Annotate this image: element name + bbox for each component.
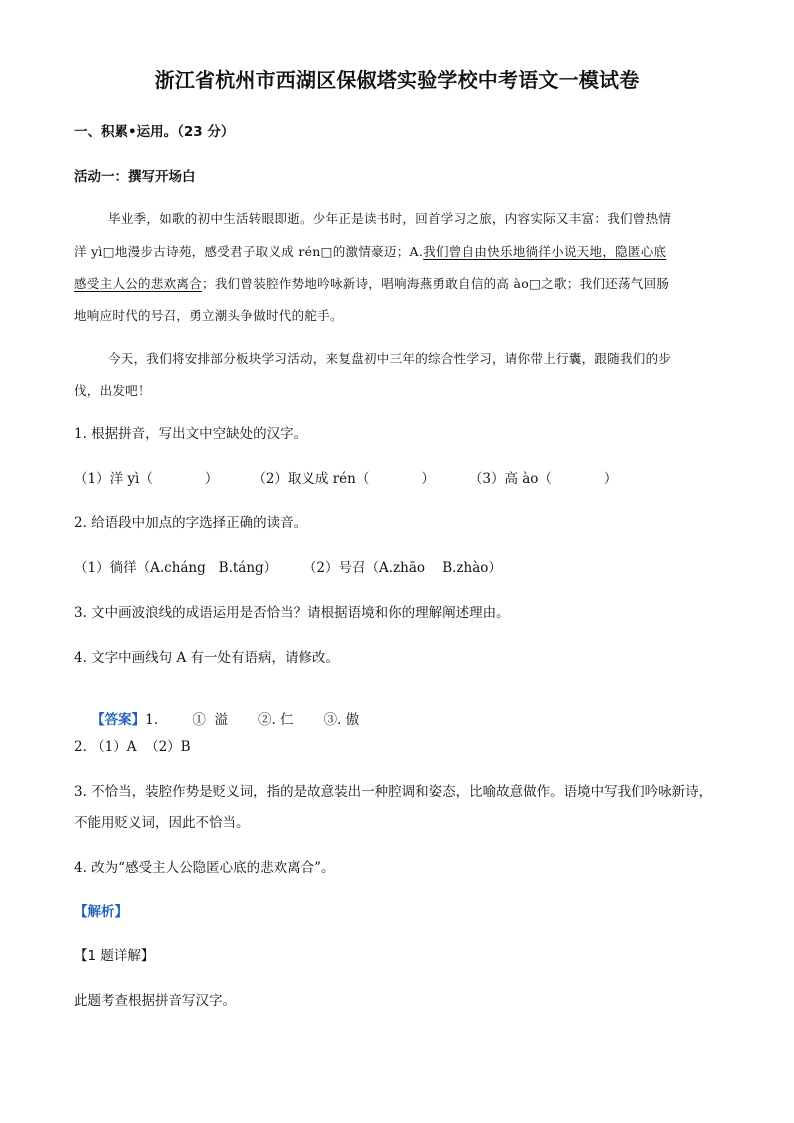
section-heading: 一、积累•运用。（23 分） <box>74 124 235 140</box>
page-title: 浙江省杭州市西湖区保俶塔实验学校中考语文一模试卷 <box>154 68 640 92</box>
answer-4: 4. 改为“感受主人公隐匿心底的悲欢离合”。 <box>74 860 335 876</box>
question-1: 1. 根据拼音，写出文中空缺处的汉字。 <box>74 426 308 442</box>
q1-item-2-close: ） <box>421 471 435 487</box>
q1-item-1-close: ） <box>204 471 219 487</box>
question-4: 4. 文字中画线句 A 有一处有语病，请修改。 <box>74 650 340 666</box>
q1-item-2: （2）取义成 rén（ <box>252 471 370 487</box>
question-2: 2. 给语段中加点的字选择正确的读音。 <box>74 515 308 531</box>
passage-line: 今天，我们将安排部分板块学习活动，来复盘初中三年的综合性学习，请你带上行囊，跟随我们的步 <box>108 351 672 366</box>
question-1-items <box>74 470 617 488</box>
q1-item-3-close: ） <box>603 471 618 487</box>
question-3: 3. 文中画波浪线的成语运用是否恰当？请根据语境和你的理解阐述理由。 <box>74 605 510 621</box>
question-2-items: （1）徜徉（A.cháng B.táng） （2）号召（A.zhāo B.zhào） <box>74 560 502 576</box>
passage-text: ；我们曾装腔作势地吟咏新诗，唱响海燕勇敢自信的高 ào□之歌；我们还荡气回肠 <box>202 276 670 291</box>
passage-line: 地响应时代的号召，勇立潮头争做时代的舵手。 <box>74 308 343 323</box>
answer-tag: 【答案】 <box>91 712 146 728</box>
detail-text: 此题考查根据拼音写汉字。 <box>74 993 236 1009</box>
passage-line: 伐，出发吧！ <box>74 383 151 398</box>
q1-item-3: （3）高 ào（ <box>468 471 552 487</box>
underlined-sentence-a: 我们曾自由快乐地徜徉小说天地，隐匿心底 <box>423 244 667 259</box>
passage-line <box>74 275 669 293</box>
analysis-tag: 【解析】 <box>74 904 128 920</box>
answer-1-text: 1. ① 溢 ②. 仁 ③. 傲 <box>145 712 360 728</box>
detail-heading: 【1 题详解】 <box>74 948 155 964</box>
passage-line: 毕业季，如歌的初中生活转眼即逝。少年正是读书时，回首学习之旅，内容实际又丰富：我们曾热情 <box>108 211 672 226</box>
passage-text: 洋 yì□地漫步古诗苑，感受君子取义成 rén□的激情豪迈；A. <box>74 244 424 259</box>
answer-2: 2. （1）A （2）B <box>74 739 191 755</box>
activity-heading: 活动一：撰写开场白 <box>74 169 196 185</box>
underlined-sentence-a-end: 感受主人公的悲欢离合 <box>74 276 203 291</box>
passage-line <box>74 243 666 261</box>
answer-3-line: 不能用贬义词，因此不恰当。 <box>74 815 250 831</box>
q1-item-1: （1）洋 yì（ <box>74 471 153 487</box>
answer-3-line: 3. 不恰当，装腔作势是贬义词，指的是故意装出一种腔调和姿态，比喻故意做作。语境中写我们吟咏新诗， <box>74 784 713 800</box>
